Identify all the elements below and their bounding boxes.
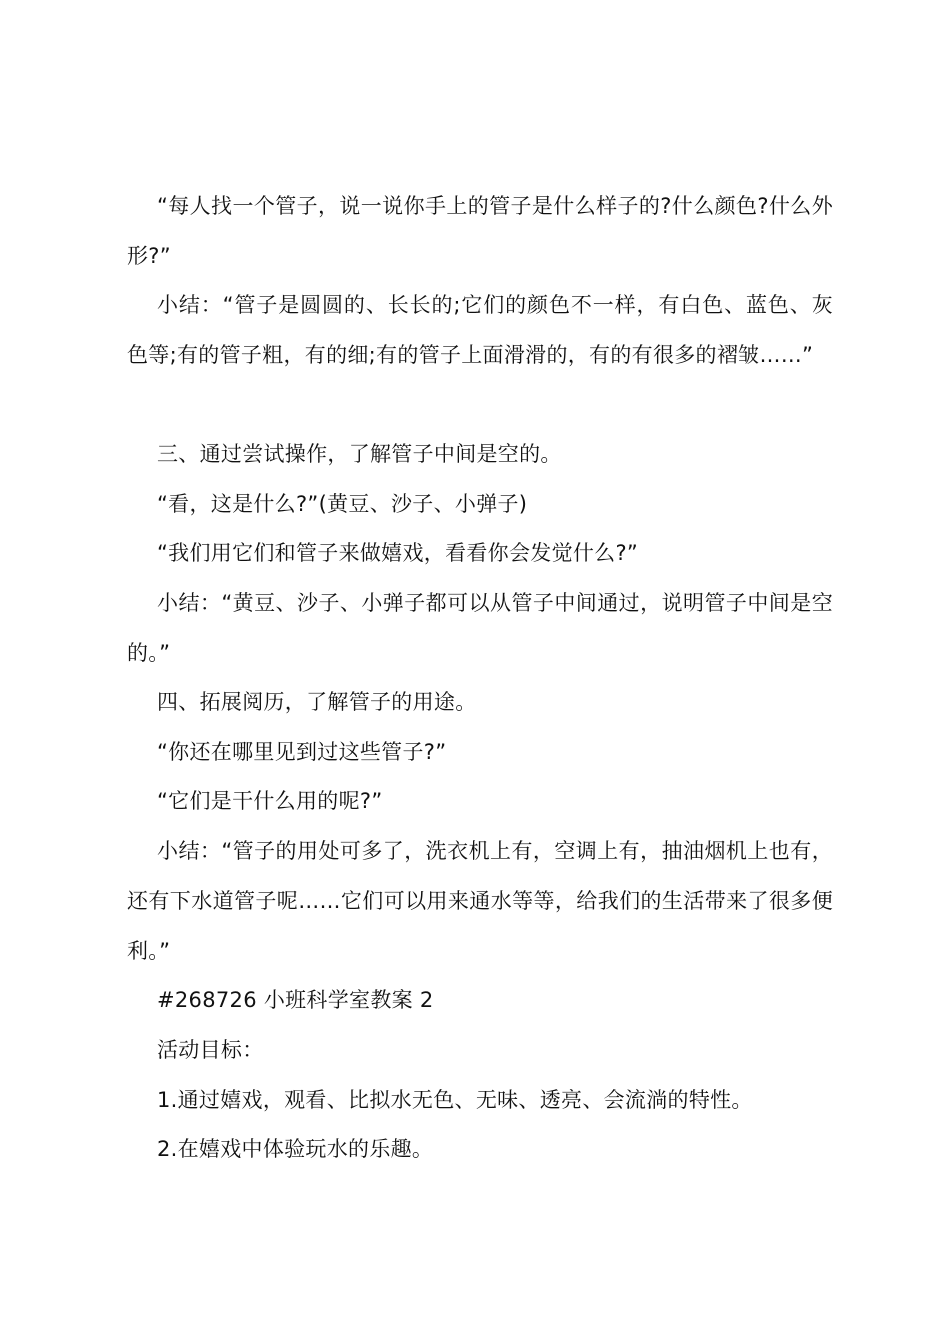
- question-where-seen: “你还在哪里见到过这些管子?”: [157, 740, 447, 764]
- goal-item-2: 2.在嬉戏中体验玩水的乐趣。: [157, 1137, 434, 1161]
- summary-tube-appearance: 小结：“管子是圆圆的、长长的;它们的颜色不一样，有白色、蓝色、灰色等;有的管子粗，有的细;有的管子上面滑滑的，有的有很多的褶皱……”: [127, 293, 833, 367]
- lesson-plan-title: #268726 小班科学室教案 2: [157, 988, 434, 1012]
- question-describe-tube: “每人找一个管子，说一说你手上的管子是什么样子的?什么颜色?什么外形?”: [127, 194, 833, 268]
- question-play-game: “我们用它们和管子来做嬉戏，看看你会发觉什么?”: [157, 541, 639, 565]
- section-four-heading: 四、拓展阅历，了解管子的用途。: [157, 690, 477, 714]
- summary-tube-hollow: 小结：“黄豆、沙子、小弹子都可以从管子中间通过，说明管子中间是空的。”: [127, 591, 833, 665]
- section-three-heading: 三、通过尝试操作，了解管子中间是空的。: [157, 442, 562, 466]
- summary-tube-uses: 小结：“管子的用处可多了，洗衣机上有，空调上有，抽油烟机上也有，还有下水道管子呢……它们可以用来通水等等，给我们的生活带来了很多便利。”: [127, 839, 833, 963]
- question-what-is-this: “看，这是什么?”(黄豆、沙子、小弹子): [157, 492, 528, 516]
- goal-item-1: 1.通过嬉戏，观看、比拟水无色、无味、透亮、会流淌的特性。: [157, 1088, 753, 1112]
- activity-goals-heading: 活动目标：: [157, 1038, 264, 1062]
- question-what-used-for: “它们是干什么用的呢?”: [157, 789, 383, 813]
